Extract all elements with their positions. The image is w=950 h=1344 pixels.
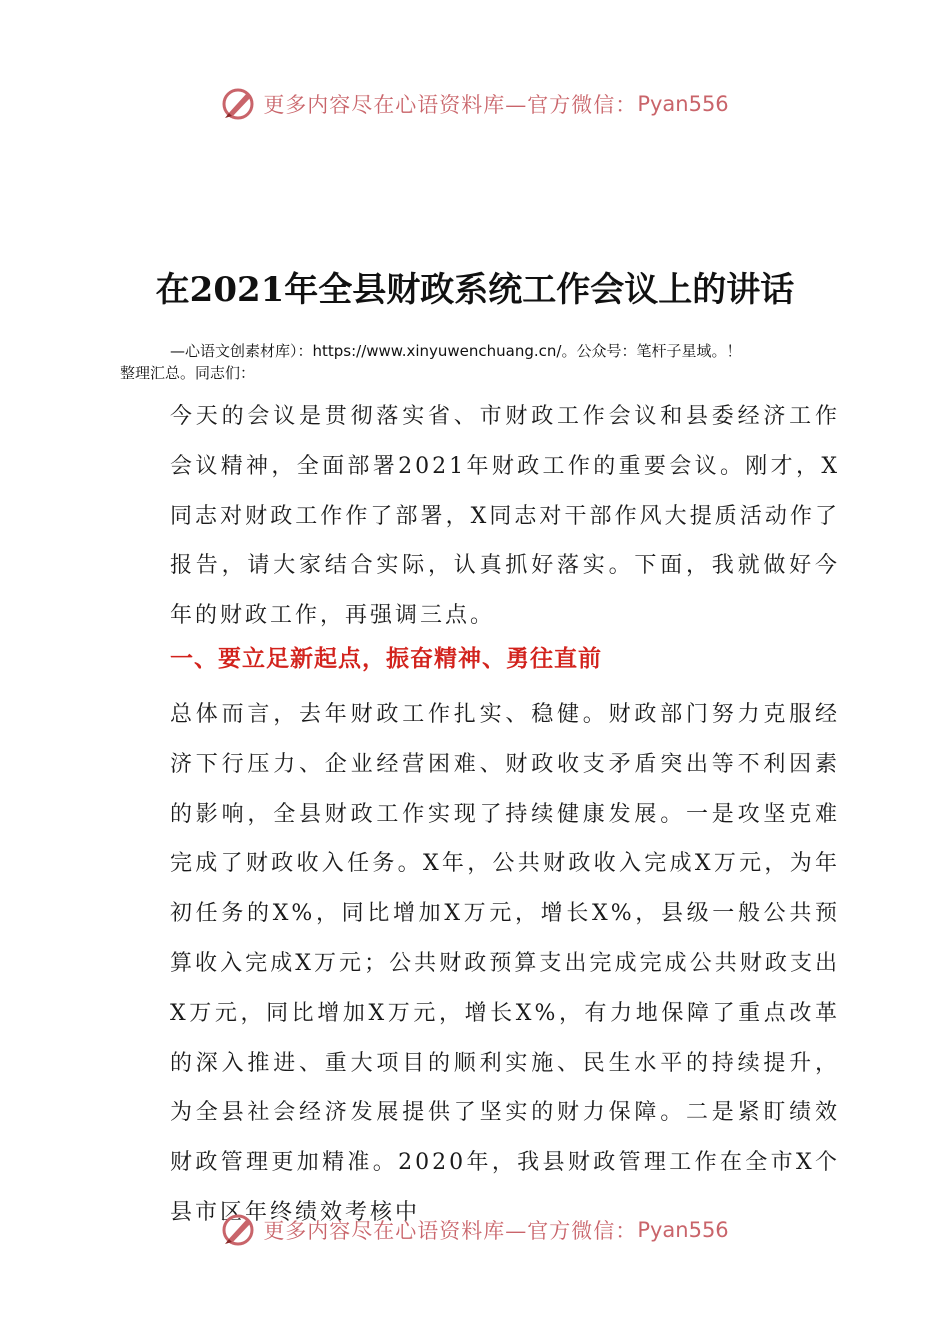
source-note-line-1: —心语文创素材库）：https://www.xinyuwenchuang.cn/。公众号：笔杆子星域。！: [170, 342, 742, 360]
paragraph-section-1: [120, 690, 840, 1238]
source-note-line-2: 整理汇总。同志们：: [120, 364, 256, 382]
footer-banner: [0, 1210, 950, 1250]
banner-brand: Pyan556: [637, 92, 729, 116]
banner-text: 更多内容尽在心语资料库—官方微信：: [263, 93, 638, 117]
header-banner: [0, 84, 950, 124]
document-title: 在2021年全县财政系统工作会议上的讲话: [155, 270, 795, 310]
section-heading-1: 一、要立足新起点，振奋精神、勇往直前: [170, 646, 602, 672]
paragraph-intro: [120, 392, 840, 641]
banner-text: 更多内容尽在心语资料库—官方微信：: [263, 1219, 638, 1243]
source-note: [120, 340, 840, 384]
banner-brand: Pyan556: [637, 1218, 729, 1242]
pen-nib-logo-icon: [221, 87, 257, 121]
paragraph-intro-text: 今天的会议是贯彻落实省、市财政工作会议和县委经济工作会议精神，全面部署2021年财政工作的重要会议。刚才，X同志对财政工作作了部署，X同志对干部作风大提质活动作了报告，请大家结合实际，认真抓好落实。下面，我就做好今年的财政工作，再强调三点。: [170, 404, 840, 629]
pen-nib-logo-icon: [221, 1213, 257, 1247]
paragraph-section-1-text: 总体而言，去年财政工作扎实、稳健。财政部门努力克服经济下行压力、企业经营困难、财政收支矛盾突出等不利因素的影响，全县财政工作实现了持续健康发展。一是攻坚克难完成了财政收入任务。X年，公共财政收入完成X万元，为年初任务的X%，同比增加X万元，增长X%，县级一般公共预算收入完成X万元；公共财政预算支出完成完成公共财政支出X万元，同比增加X万元，增长X%，有力地保障了重点改革的深入推进、重大项目的顺利实施、民生水平的持续提升，为全县社会经济发展提供了坚实的财力保障。二是紧盯绩效财政管理更加精准。2020年，我县财政管理工作在全市X个县市区年终绩效考核中: [170, 702, 840, 1225]
